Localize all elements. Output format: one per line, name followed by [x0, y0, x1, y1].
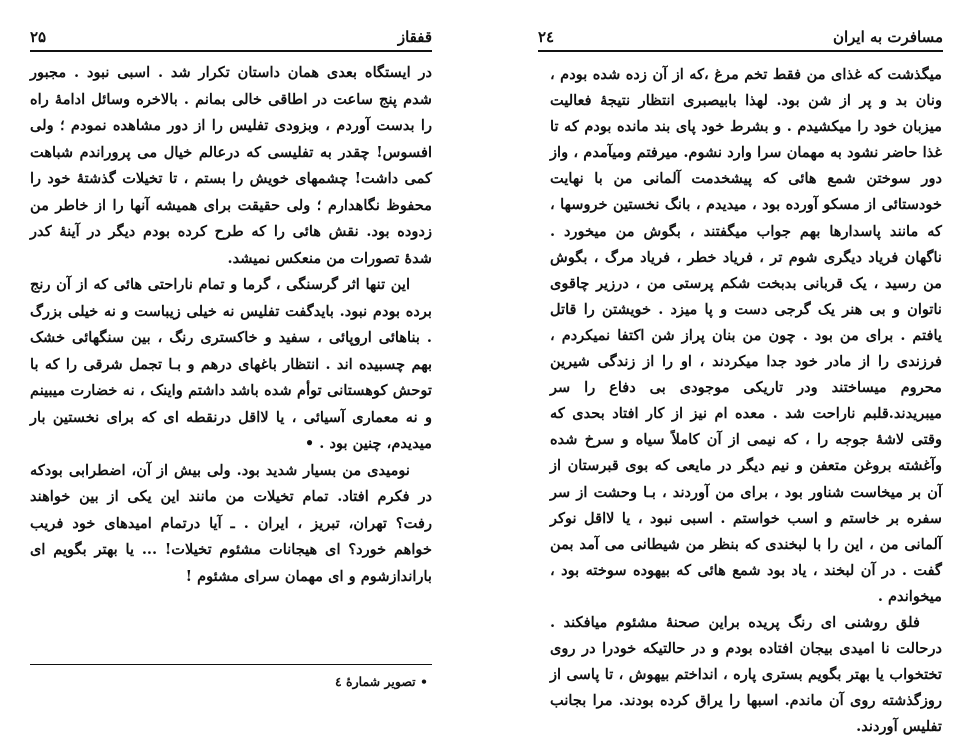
left-running-title: قفقاز: [397, 28, 432, 46]
left-page: [0, 0, 480, 712]
right-page-header: [538, 26, 943, 48]
right-page-body: [550, 62, 942, 740]
header-rule: [30, 50, 432, 52]
paragraph: این تنها اثر گرسنگی ، گرما و تمام ناراحتی هائی که از آن رنج برده بودم نبود. بایدگفت تفلیس نه خیلی زیباست و نه خیلی بزرگ . بناهائی اروپائی ، سفید و خاکستری رنگ ، بین سنگهائی خشک بهم چسبیده اند . انتظار باغهای درهم و بـا تجمل شرقی را که با توحش کوهستانی توأم شده باشد داشتم واینک ، نه خضارت میبینم و نه معماری آسیائی ، یا لااقل درنقطه ای که برای نخستین بار میدیدم، چنین بود . •: [30, 276, 432, 452]
footnote-rule: [30, 664, 432, 665]
footnote: • تصویر شمارهٔ ٤: [334, 674, 428, 689]
paragraph: میگذشت که غذای من فقط تخم مرغ ،که از آن زده شده بودم ، ونان بد و پر از شن بود. لهذا بابیصبری انتظار نتیجهٔ فعالیت میزبان خود را میکشیدم . و بشرط خود پای بند مانده بودم که تا غذا حاضر نشود به مهمان سرا وارد نشوم. میرفتم ومیآمدم ، واز دور سوختن شمع هائی که پیشخدمت آلمانی من با نهایت خودستائی از مسکو آورده بود ، میدیدم ، بانگ نخستین خروسها ، که مانند پاسدارها بهم جواب میگفتند ، بگوش من میخورد . ناگهان فریاد دیگری شوم تر ، فریاد خطر ، فریاد مرگ ، بگوش من رسید ، یک قربانی بدبخت شکم پرستی من ، درزیر چاقوی ناتوان و بی هنر یک گرجی دست و پا میزد . خویشتن را قاتل یافتم . برای من بود . چون من بنان پراز شن اکتفا نمیکردم ، فرزندی را از مادر خود جدا میکردند ، او را از زندگی شیرین محروم میساختند ودر تاریکی موجودی بی دفاع را سر میبریدند.قلبم ناراحت شد . معده ام نیز از کار افتاد بحدی که وقتی لاشهٔ جوجه را ، که نیمی از آن کاملاً سیاه و سرخ شده وآغشته بروغن متعفن و نیم دیگر در مایعی که بوی قبرستان از آن بر میخاست شناور بود ، برای من آوردند ، بـا وحشت از سر سفره بر خاستم و اسب خواستم . اسبی نبود ، یا لااقل نوکر آلمانی من ، این را با لبخندی که بنظر من شیطانی می آمد بمن گفت . در آن لبخند ، یاد بود شمع هائی که بیهوده سوخته بود ، میخواندم .: [550, 66, 942, 605]
header-rule: [538, 50, 943, 52]
left-page-body: [30, 60, 432, 590]
left-page-header: [30, 26, 432, 48]
paragraph: در ایستگاه بعدی همان داستان تکرار شد . اسبی نبود . مجبور شدم پنج ساعت در اطاقی خالی بمانم . بالاخره وسائل ادامهٔ راه را بدست آوردم ، وبزودی تفلیس را از دور مشاهده نمودم ؛ ولی افسوس! چقدر به تفلیسی که درعالم خیال می پروراندم شباهت کمی داشت! چشمهای خویش را بستم ، تا تخیلات گذشتهٔ خود را محفوظ نگاهدارم ؛ ولی حقیقت برای همیشه آنها را از خاطر من زدوده بود. نقش هائی را که طرح کرده بودم دیگر در آینهٔ کدر شدهٔ تصورات من منعکس نمیشد.: [30, 64, 432, 267]
right-page-number: ۲٤: [538, 28, 555, 46]
right-running-title: مسافرت به ایران: [832, 28, 943, 46]
left-page-number: ۲۵: [30, 28, 47, 46]
paragraph: فلق روشنی ای رنگ پریده براین صحنهٔ مشئوم میافکند . درحالت نا امیدی بیجان افتاده بودم و در حالتیکه خودرا در روی تختخواب یا بهتر بگویم بستری پاره ، انداختم بیهوش ، تا پاسی از روزگذشته روی آن ماندم. اسبها را یراق کرده بودند. مرا بجانب تفلیس آوردند.: [550, 613, 942, 736]
paragraph: نومیدی من بسیار شدید بود. ولی بیش از آن، اضطرابی بودکه در فکرم افتاد. تمام تخیلات من مانند این یکی از بین خواهند رفت؟ تهران، تبریز ، ایران . ـ آیا درتمام امیدهای خود فریب خواهم خورد؟ ای هیجانات مشئوم تخیلات! ... یا بهتر بگویم ای باراندازشوم و ای مهمان سرای مشئوم !: [30, 461, 432, 585]
right-page: [500, 0, 980, 736]
